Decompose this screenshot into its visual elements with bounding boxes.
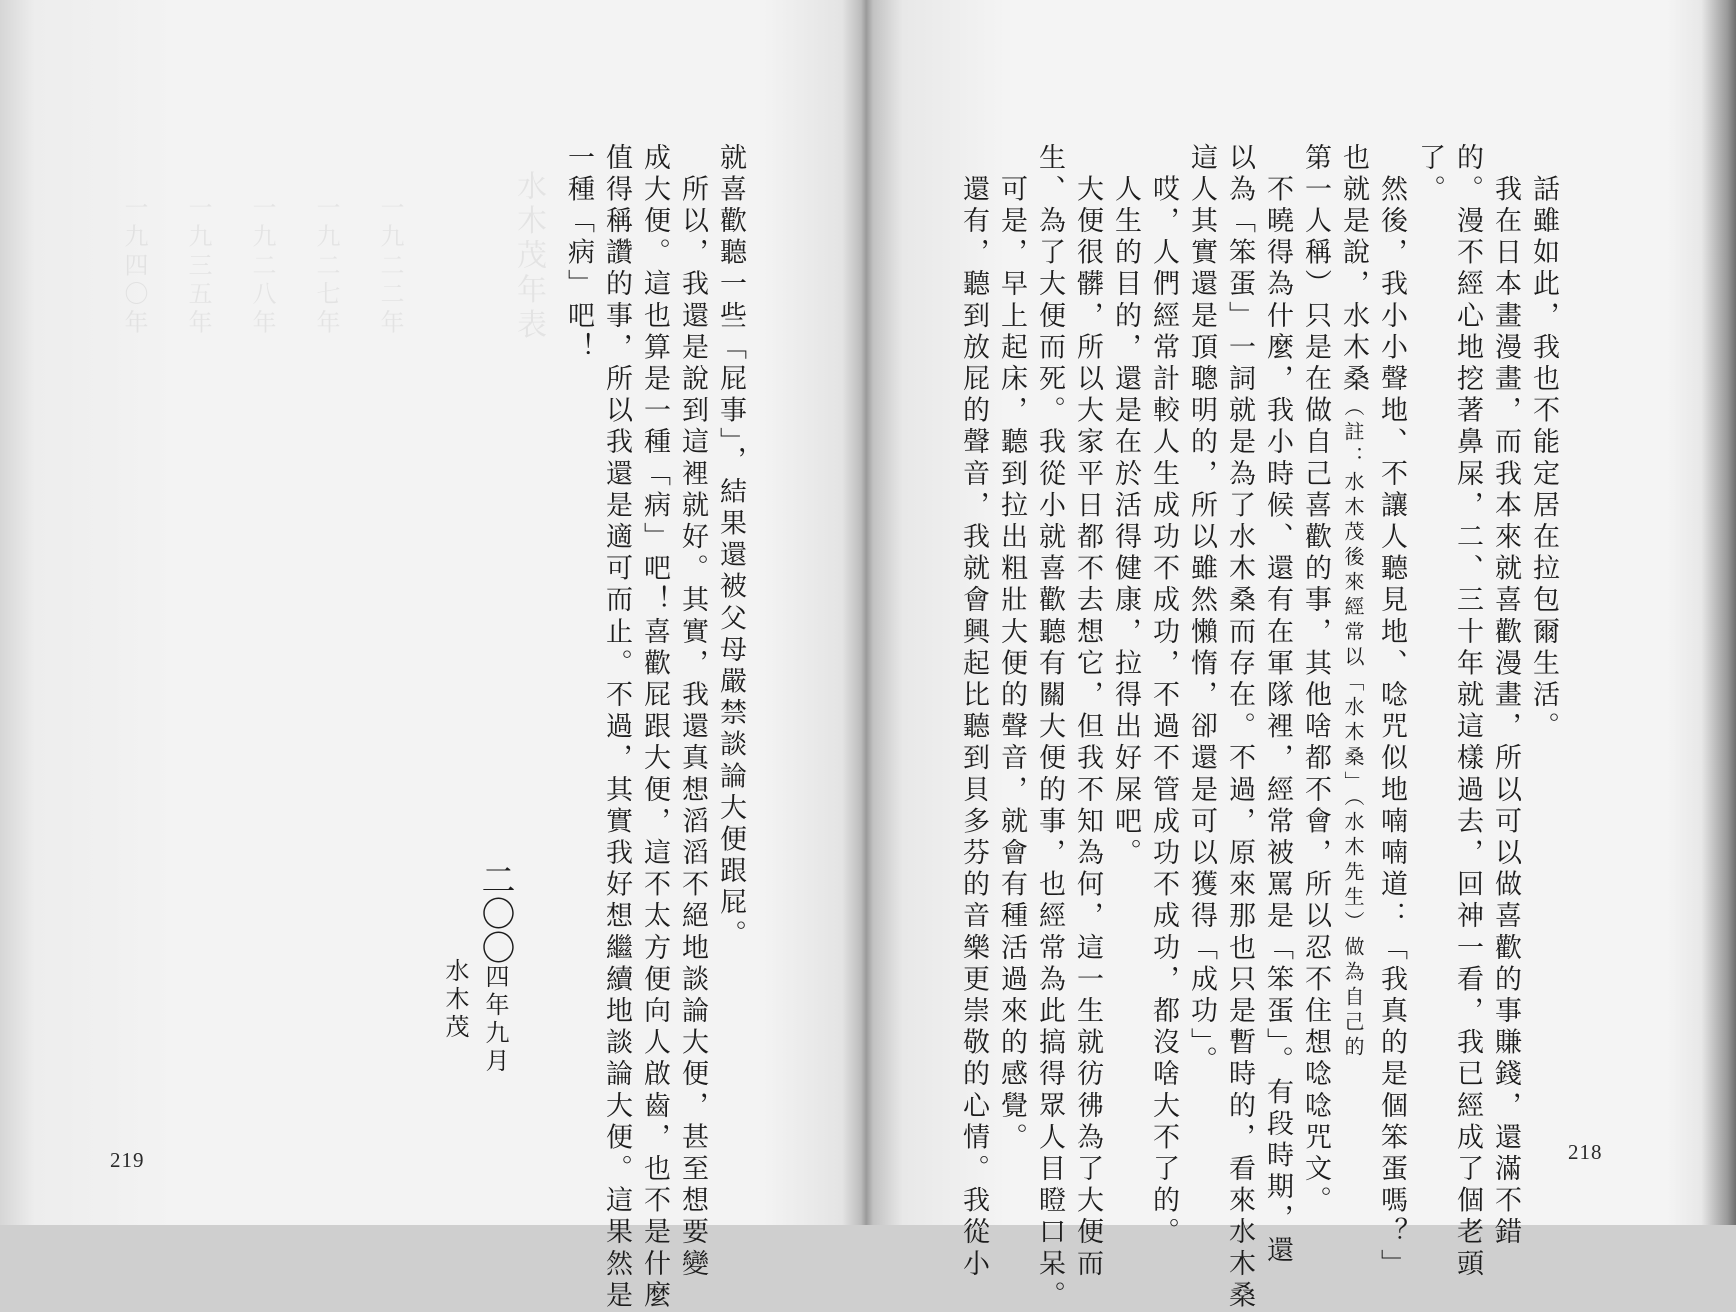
text-column: 的。漫不經心地挖著鼻屎，二、三十年就這樣過去，回神一看，我已經成了個老頭 bbox=[1452, 143, 1483, 1281]
signature-date bbox=[475, 862, 515, 1076]
text-column: 了。 bbox=[1414, 143, 1445, 207]
bleed-through-year: 一九四〇年 bbox=[120, 195, 148, 338]
left-page bbox=[0, 0, 860, 1312]
text-run: 也就是說，水木桑 bbox=[1338, 143, 1369, 396]
bleed-through-title: 水木茂年表 bbox=[511, 170, 546, 343]
text-column: 就喜歡聽一些「屁事」，結果還被父母嚴禁談論大便跟屁。 bbox=[715, 143, 746, 952]
bleed-through-year: 一九二七年 bbox=[312, 195, 340, 338]
text-column bbox=[1335, 143, 1371, 1061]
text-column: 以為「笨蛋」一詞就是為了水木桑而存在。不過，原來那也只是暫時的，看來水木桑 bbox=[1224, 143, 1255, 1312]
text-column: 所以，我還是說到這裡就好。其實，我還真想滔滔不絕地談論大便，甚至想要變 bbox=[677, 143, 708, 1281]
bleed-through-year: 一九二八年 bbox=[248, 195, 276, 338]
bleed-through-year: 一九三五年 bbox=[184, 195, 212, 338]
text-column: 成大便。這也算是一種「病」吧！喜歡屁跟大便，這不太方便向人啟齒，也不是什麼 bbox=[639, 143, 670, 1312]
text-column: 值得稱讚的事，所以我還是適可而止。不過，其實我好想繼續地談論大便。這果然是 bbox=[601, 143, 632, 1312]
text-column: 大便很髒，所以大家平日都不去想它，但我不知為何，這一生就彷彿為了大便而 bbox=[1072, 143, 1103, 1281]
text-column: 還有，聽到放屁的聲音，我就會興起比聽到貝多芬的音樂更崇敬的心情。我從小 bbox=[958, 143, 989, 1281]
page-number-right: 218 bbox=[1568, 1140, 1603, 1164]
text-column: 人生的目的，還是在於活得健康，拉得出好屎吧。 bbox=[1110, 143, 1141, 870]
text-column: 第一人稱）只是在做自己喜歡的事，其他啥都不會，所以忍不住想唸唸咒文。 bbox=[1300, 143, 1331, 1218]
text-column: 哎，人們經常計較人生成功不成功，不過不管成功不成功，都沒啥大不了的。 bbox=[1148, 143, 1179, 1249]
signature-date-zeros: 二〇〇 bbox=[475, 862, 515, 964]
text-column: 這人其實還是頂聰明的，所以雖然懶惰，卻還是可以獲得「成功」。 bbox=[1186, 143, 1217, 1078]
text-column: 一種「病」吧！ bbox=[563, 143, 594, 365]
text-column: 話雖如此，我也不能定居在拉包爾生活。 bbox=[1528, 143, 1559, 744]
text-column: 不曉得為什麼，我小時候、還有在軍隊裡，經常被罵是「笨蛋」。有段時期，還 bbox=[1262, 143, 1293, 1268]
signature-author: 水木茂 bbox=[441, 958, 469, 1042]
text-column: 我在日本畫漫畫，而我本來就喜歡漫畫，所以可以做喜歡的事賺錢，還滿不錯 bbox=[1490, 143, 1521, 1249]
page-number-left: 219 bbox=[110, 1148, 145, 1172]
translator-annotation: （註：水木茂後來經常以「水木桑」（水木先生）做為自己的 bbox=[1341, 395, 1365, 1061]
text-column: 可是，早上起床，聽到拉出粗壯大便的聲音，就會有種活過來的感覺。 bbox=[996, 143, 1027, 1155]
text-column: 然後，我小小聲地、不讓人聽見地、唸咒似地喃喃道：「我真的是個笨蛋嗎？」 bbox=[1376, 143, 1407, 1281]
text-column: 生、為了大便而死。我從小就喜歡聽有關大便的事，也經常為此搞得眾人目瞪口呆。 bbox=[1034, 143, 1065, 1312]
bleed-through-year: 一九二二年 bbox=[376, 195, 404, 338]
signature-date-rest: 四年九月 bbox=[481, 964, 509, 1076]
right-page bbox=[860, 0, 1736, 1312]
